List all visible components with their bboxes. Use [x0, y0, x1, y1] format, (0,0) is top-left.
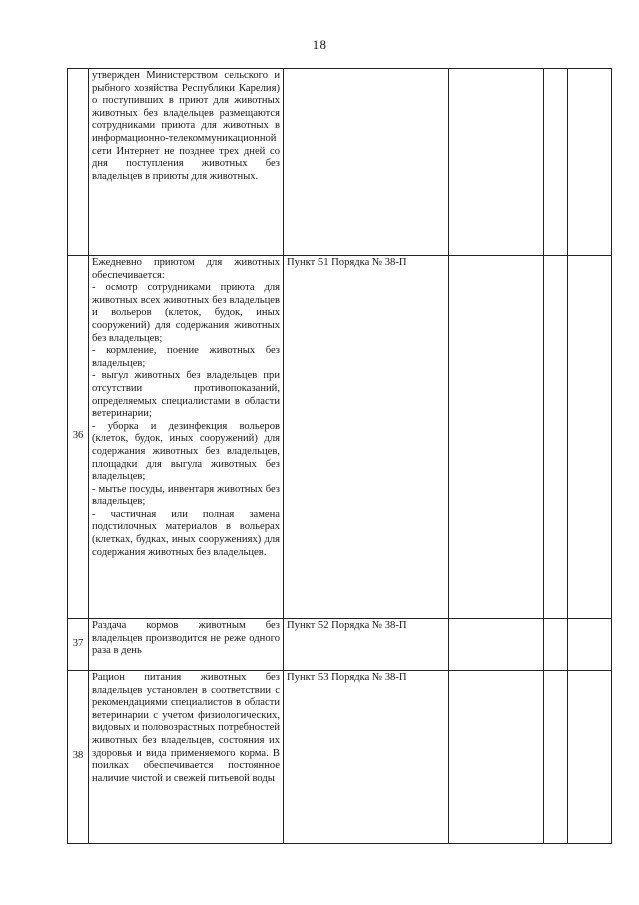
empty-cell [568, 69, 612, 256]
requirement-cell: утвержден Министерством сельского и рыбного хозяйства Республики Карелия) о поступивших в приют для животных животных без владельцев размещаются сотрудниками приюта для животных в информационно-телекоммуникационной сети Интернет не позднее трех дней со дня поступления животных без владельцев в приюты для животных. [89, 69, 284, 256]
empty-cell [449, 256, 544, 619]
empty-cell [544, 256, 568, 619]
reference-cell: Пункт 51 Порядка № 38-П [284, 256, 449, 619]
checklist-table [67, 68, 612, 844]
requirement-line: Ежедневно приютом для животных обеспечивается: [92, 257, 280, 281]
empty-cell [568, 671, 612, 844]
requirement-cell: Раздача кормов животным без владельцев производится не реже одного раза в день [89, 619, 284, 671]
requirement-line: - частичная или полная замена подстилочных материалов в вольерах (клетках, будках, иных сооружениях) для содержания животных без владельцев. [92, 508, 280, 558]
requirement-cell: Рацион питания животных без владельцев установлен в соответствии с рекомендациями специалистов в области ветеринарии с учетом физиологических, видовых и половозрастных потребностей животных без владельцев, состояния их здоровья и вида применяемого корма. В поилках обеспечивается постоянное наличие чистой и свежей питьевой воды [89, 671, 284, 844]
requirement-line: - осмотр сотрудниками приюта для животных всех животных без владельцев и вольеров (клеток, будок, иных сооружений) для содержания животных без владельцев; [92, 282, 280, 344]
requirement-cell [89, 256, 284, 619]
page-number: 18 [312, 37, 327, 52]
table-row [68, 671, 612, 844]
empty-cell [449, 619, 544, 671]
requirement-line: - уборка и дезинфекция вольеров (клеток, будок, иных сооружений) для содержания животных без владельцев, площадки для выгула животных без владельцев; [92, 420, 280, 483]
reference-cell: Пункт 52 Порядка № 38-П [284, 619, 449, 671]
empty-cell [544, 671, 568, 844]
requirement-line: - мытье посуды, инвентаря животных без владельцев; [92, 483, 280, 508]
table-row [68, 69, 612, 256]
row-number-cell: 36 [68, 256, 89, 619]
requirement-line: - выгул животных без владельцев при отсутствии противопоказаний, определяемых специалистами в области ветеринарии; [92, 370, 280, 420]
empty-cell [568, 619, 612, 671]
row-number-cell [68, 69, 89, 256]
empty-cell [449, 671, 544, 844]
empty-cell [544, 69, 568, 256]
table-row [68, 619, 612, 671]
row-number-cell: 38 [68, 671, 89, 844]
reference-cell [284, 69, 449, 256]
requirement-line: - кормление, поение животных без владельцев; [92, 345, 280, 369]
reference-cell: Пункт 53 Порядка № 38-П [284, 671, 449, 844]
empty-cell [449, 69, 544, 256]
empty-cell [568, 256, 612, 619]
row-number-cell: 37 [68, 619, 89, 671]
empty-cell [544, 619, 568, 671]
table-row [68, 256, 612, 619]
